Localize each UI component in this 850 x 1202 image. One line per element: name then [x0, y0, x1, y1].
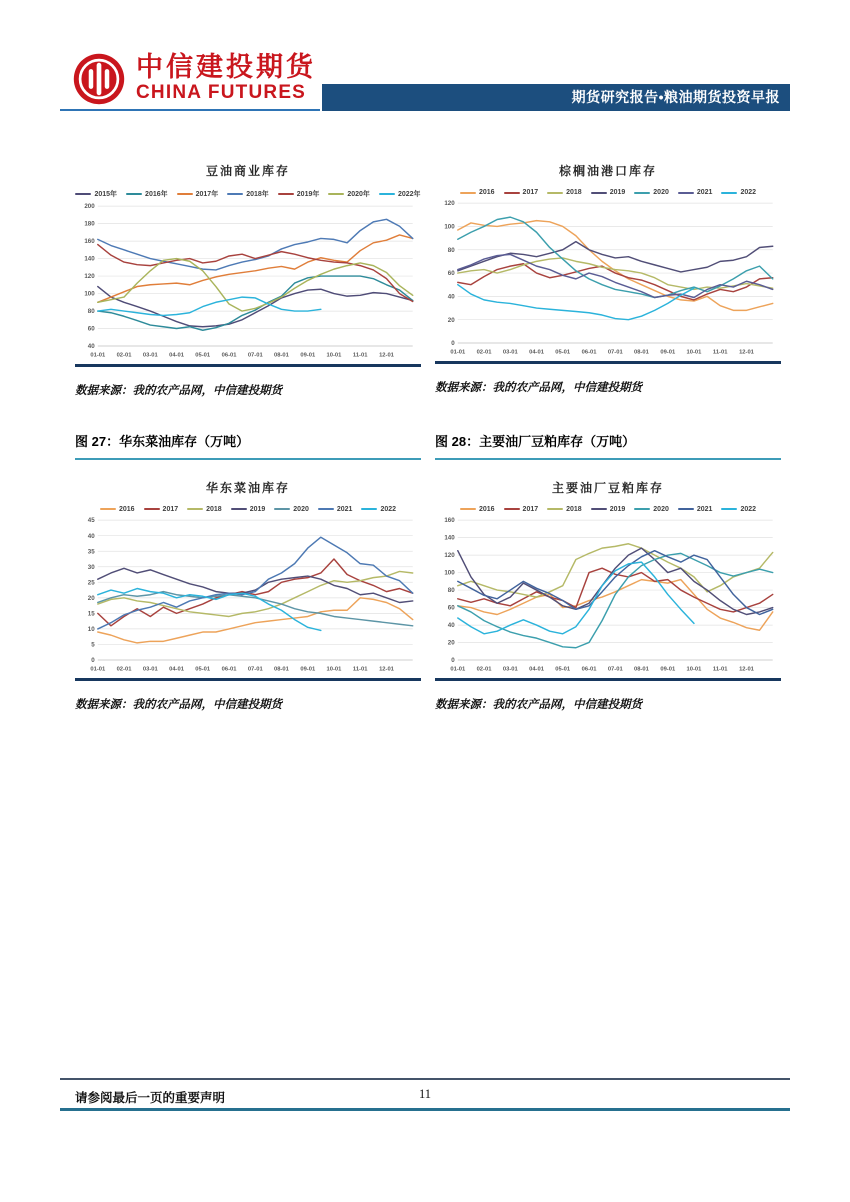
chart-separator: [435, 361, 781, 364]
svg-text:45: 45: [87, 517, 95, 525]
legend-swatch: [75, 193, 91, 195]
svg-text:05-01: 05-01: [555, 349, 571, 356]
svg-text:09-01: 09-01: [300, 666, 316, 673]
svg-text:40: 40: [87, 343, 95, 351]
legend-item: 2016: [100, 506, 135, 513]
data-source-note: 数据来源：我的农产品网，中信建投期货: [435, 379, 642, 394]
legend-item: 2020: [634, 189, 669, 196]
svg-text:07-01: 07-01: [607, 349, 623, 356]
svg-text:09-01: 09-01: [660, 666, 676, 673]
chart-separator: [75, 678, 421, 681]
legend-swatch: [591, 508, 607, 510]
svg-text:160: 160: [84, 238, 95, 246]
chart-title: 棕榈油港口库存: [558, 164, 657, 178]
chart-legend: [75, 189, 421, 199]
data-source-note: 数据来源：我的农产品网，中信建投期货: [435, 696, 642, 711]
svg-text:40: 40: [447, 293, 455, 301]
svg-text:80: 80: [447, 587, 455, 595]
footer-disclaimer: 请参阅最后一页的重要声明: [75, 1091, 226, 1105]
legend-swatch: [144, 508, 160, 510]
chart-palm-oil-port-inventory: [435, 146, 781, 398]
chart-separator: [75, 364, 421, 367]
logo-text: [136, 54, 316, 103]
svg-text:03-01: 03-01: [142, 666, 158, 673]
legend-item: 2022: [721, 189, 756, 196]
legend-swatch: [379, 193, 395, 195]
svg-text:06-01: 06-01: [581, 666, 597, 673]
citic-logo-icon: [72, 52, 126, 106]
chart-legend: [435, 506, 781, 513]
legend-swatch: [634, 508, 650, 510]
legend-item: 2022: [361, 506, 396, 513]
page-content: [75, 146, 781, 712]
svg-text:12-01: 12-01: [379, 352, 394, 359]
svg-text:100: 100: [84, 290, 95, 298]
svg-text:20: 20: [447, 316, 455, 324]
legend-swatch: [361, 508, 377, 510]
svg-text:06-01: 06-01: [221, 666, 237, 673]
svg-text:40: 40: [87, 532, 95, 540]
svg-text:10: 10: [87, 625, 95, 633]
chart-separator: [435, 678, 781, 681]
svg-text:120: 120: [84, 273, 95, 281]
svg-text:0: 0: [91, 657, 95, 665]
chart-legend: [75, 506, 421, 513]
legend-swatch: [504, 508, 520, 510]
legend-swatch: [274, 508, 290, 510]
footer-bottom-divider: [60, 1108, 790, 1111]
legend-item: 2015年: [75, 189, 117, 199]
chart-title: 华东菜油库存: [205, 480, 290, 495]
legend-item: 2019: [591, 189, 626, 196]
legend-item: 2016年: [126, 189, 168, 199]
legend-swatch: [547, 192, 563, 194]
svg-text:01-01: 01-01: [90, 352, 106, 359]
svg-text:01-01: 01-01: [450, 666, 466, 673]
legend-item: 2016: [460, 189, 495, 196]
svg-text:60: 60: [447, 270, 455, 278]
svg-text:80: 80: [87, 308, 95, 316]
chart-plot-slot: [435, 199, 781, 356]
data-source-note: 数据来源：我的农产品网，中信建投期货: [75, 382, 282, 397]
svg-text:0: 0: [451, 657, 455, 665]
figure-27-caption: [75, 431, 421, 460]
svg-text:30: 30: [87, 563, 95, 571]
chart-soybean-meal-mill-inventory: [435, 463, 781, 712]
legend-item: 2019: [591, 506, 626, 513]
svg-text:07-01: 07-01: [247, 352, 263, 359]
svg-text:04-01: 04-01: [169, 352, 184, 359]
svg-text:04-01: 04-01: [529, 666, 544, 673]
svg-text:100: 100: [444, 223, 455, 231]
legend-item: 2021: [318, 506, 353, 513]
legend-swatch: [318, 508, 334, 510]
legend-item: 2016: [460, 506, 495, 513]
svg-text:05-01: 05-01: [195, 666, 211, 673]
legend-item: 2018: [547, 506, 582, 513]
legend-item: 2017: [504, 506, 539, 513]
svg-text:08-01: 08-01: [634, 666, 649, 673]
legend-item: 2022年: [379, 189, 421, 199]
chart-plot-slot: [75, 516, 421, 673]
svg-text:180: 180: [84, 220, 95, 228]
chart-plot-slot: [435, 516, 781, 673]
svg-text:07-01: 07-01: [247, 666, 263, 673]
svg-text:07-01: 07-01: [607, 666, 623, 673]
figure-28-caption-text: 图 28：主要油厂豆粕库存（万吨）: [435, 433, 636, 449]
legend-item: 2018: [187, 506, 222, 513]
chart-title: 豆油商业库存: [205, 164, 290, 178]
legend-item: 2022: [721, 506, 756, 513]
charts-row-2: [75, 463, 781, 712]
footer-top-divider: [60, 1078, 790, 1080]
svg-text:160: 160: [444, 517, 455, 525]
svg-text:120: 120: [444, 552, 455, 560]
svg-text:80: 80: [447, 246, 455, 254]
svg-text:05-01: 05-01: [195, 352, 211, 359]
svg-text:11-01: 11-01: [352, 666, 368, 673]
data-source-note: 数据来源：我的农产品网，中信建投期货: [75, 696, 282, 711]
page-number: 11: [418, 1087, 432, 1101]
page-footer: [60, 1086, 790, 1106]
svg-text:140: 140: [84, 255, 95, 263]
svg-text:09-01: 09-01: [660, 349, 676, 356]
svg-text:05-01: 05-01: [555, 666, 571, 673]
legend-swatch: [547, 508, 563, 510]
legend-swatch: [100, 508, 116, 510]
svg-text:100: 100: [444, 569, 455, 577]
svg-text:03-01: 03-01: [142, 352, 158, 359]
legend-swatch: [460, 192, 476, 194]
svg-text:08-01: 08-01: [634, 349, 649, 356]
svg-text:10-01: 10-01: [686, 666, 702, 673]
report-banner: 期货研究报告•粮油期货投资早报: [322, 84, 790, 111]
legend-swatch: [460, 508, 476, 510]
svg-text:03-01: 03-01: [502, 666, 518, 673]
logo-name-en: CHINA FUTURES: [136, 81, 307, 103]
legend-swatch: [678, 508, 694, 510]
svg-text:09-01: 09-01: [300, 352, 316, 359]
chart-soybean-oil-inventory: [75, 146, 421, 398]
legend-swatch: [328, 193, 344, 195]
figure-28-caption: [435, 431, 781, 460]
svg-text:04-01: 04-01: [529, 349, 544, 356]
legend-swatch: [278, 193, 294, 195]
svg-text:15: 15: [87, 610, 95, 618]
legend-item: 2018年: [227, 189, 269, 199]
svg-text:12-01: 12-01: [739, 666, 754, 673]
legend-swatch: [227, 193, 243, 195]
figure-27-caption-text: 图 27：华东菜油库存（万吨）: [75, 433, 250, 449]
svg-text:40: 40: [447, 622, 455, 630]
legend-swatch: [177, 193, 193, 195]
svg-text:12-01: 12-01: [739, 349, 754, 356]
svg-text:06-01: 06-01: [221, 352, 237, 359]
legend-swatch: [187, 508, 203, 510]
svg-text:02-01: 02-01: [116, 666, 132, 673]
legend-item: 2017年: [177, 189, 219, 199]
svg-text:08-01: 08-01: [274, 352, 289, 359]
legend-item: 2020年: [328, 189, 370, 199]
legend-item: 2021: [678, 506, 713, 513]
logo-name-cn: 中信建投期货: [136, 52, 316, 84]
svg-text:60: 60: [447, 604, 455, 612]
svg-text:12-01: 12-01: [379, 666, 394, 673]
legend-swatch: [231, 508, 247, 510]
svg-text:01-01: 01-01: [90, 666, 106, 673]
svg-text:200: 200: [84, 203, 95, 211]
svg-text:11-01: 11-01: [352, 352, 368, 359]
chart-plot-slot: [75, 202, 421, 359]
legend-swatch: [721, 508, 737, 510]
legend-swatch: [591, 192, 607, 194]
svg-text:35: 35: [87, 548, 95, 556]
legend-item: 2020: [274, 506, 309, 513]
svg-text:25: 25: [87, 579, 95, 587]
svg-text:120: 120: [444, 200, 455, 208]
svg-text:08-01: 08-01: [274, 666, 289, 673]
svg-text:20: 20: [87, 594, 95, 602]
legend-swatch: [678, 192, 694, 194]
legend-swatch: [634, 192, 650, 194]
legend-swatch: [504, 192, 520, 194]
svg-text:03-01: 03-01: [502, 349, 518, 356]
svg-text:11-01: 11-01: [712, 666, 728, 673]
legend-item: 2019: [231, 506, 266, 513]
legend-swatch: [721, 192, 737, 194]
chart-legend: [435, 189, 781, 196]
figure-captions: [75, 431, 781, 460]
svg-text:140: 140: [444, 534, 455, 542]
svg-text:04-01: 04-01: [169, 666, 184, 673]
svg-text:20: 20: [447, 639, 455, 647]
charts-row-1: [75, 146, 781, 398]
company-logo: [72, 52, 316, 106]
svg-text:0: 0: [451, 340, 455, 348]
svg-text:11-01: 11-01: [712, 349, 728, 356]
legend-item: 2018: [547, 189, 582, 196]
legend-item: 2020: [634, 506, 669, 513]
chart-east-china-rapeseed-oil-inventory: [75, 463, 421, 712]
chart-title: 主要油厂豆粕库存: [551, 480, 664, 495]
svg-text:02-01: 02-01: [116, 352, 132, 359]
svg-text:5: 5: [91, 641, 95, 649]
svg-text:06-01: 06-01: [581, 349, 597, 356]
header-divider: [60, 109, 320, 111]
legend-swatch: [126, 193, 142, 195]
svg-text:02-01: 02-01: [476, 349, 492, 356]
svg-text:10-01: 10-01: [326, 666, 342, 673]
svg-text:10-01: 10-01: [326, 352, 342, 359]
svg-text:10-01: 10-01: [686, 349, 702, 356]
legend-item: 2017: [504, 189, 539, 196]
svg-text:01-01: 01-01: [450, 349, 466, 356]
legend-item: 2021: [678, 189, 713, 196]
svg-text:02-01: 02-01: [476, 666, 492, 673]
svg-text:60: 60: [87, 325, 95, 333]
legend-item: 2017: [144, 506, 179, 513]
legend-item: 2019年: [278, 189, 320, 199]
